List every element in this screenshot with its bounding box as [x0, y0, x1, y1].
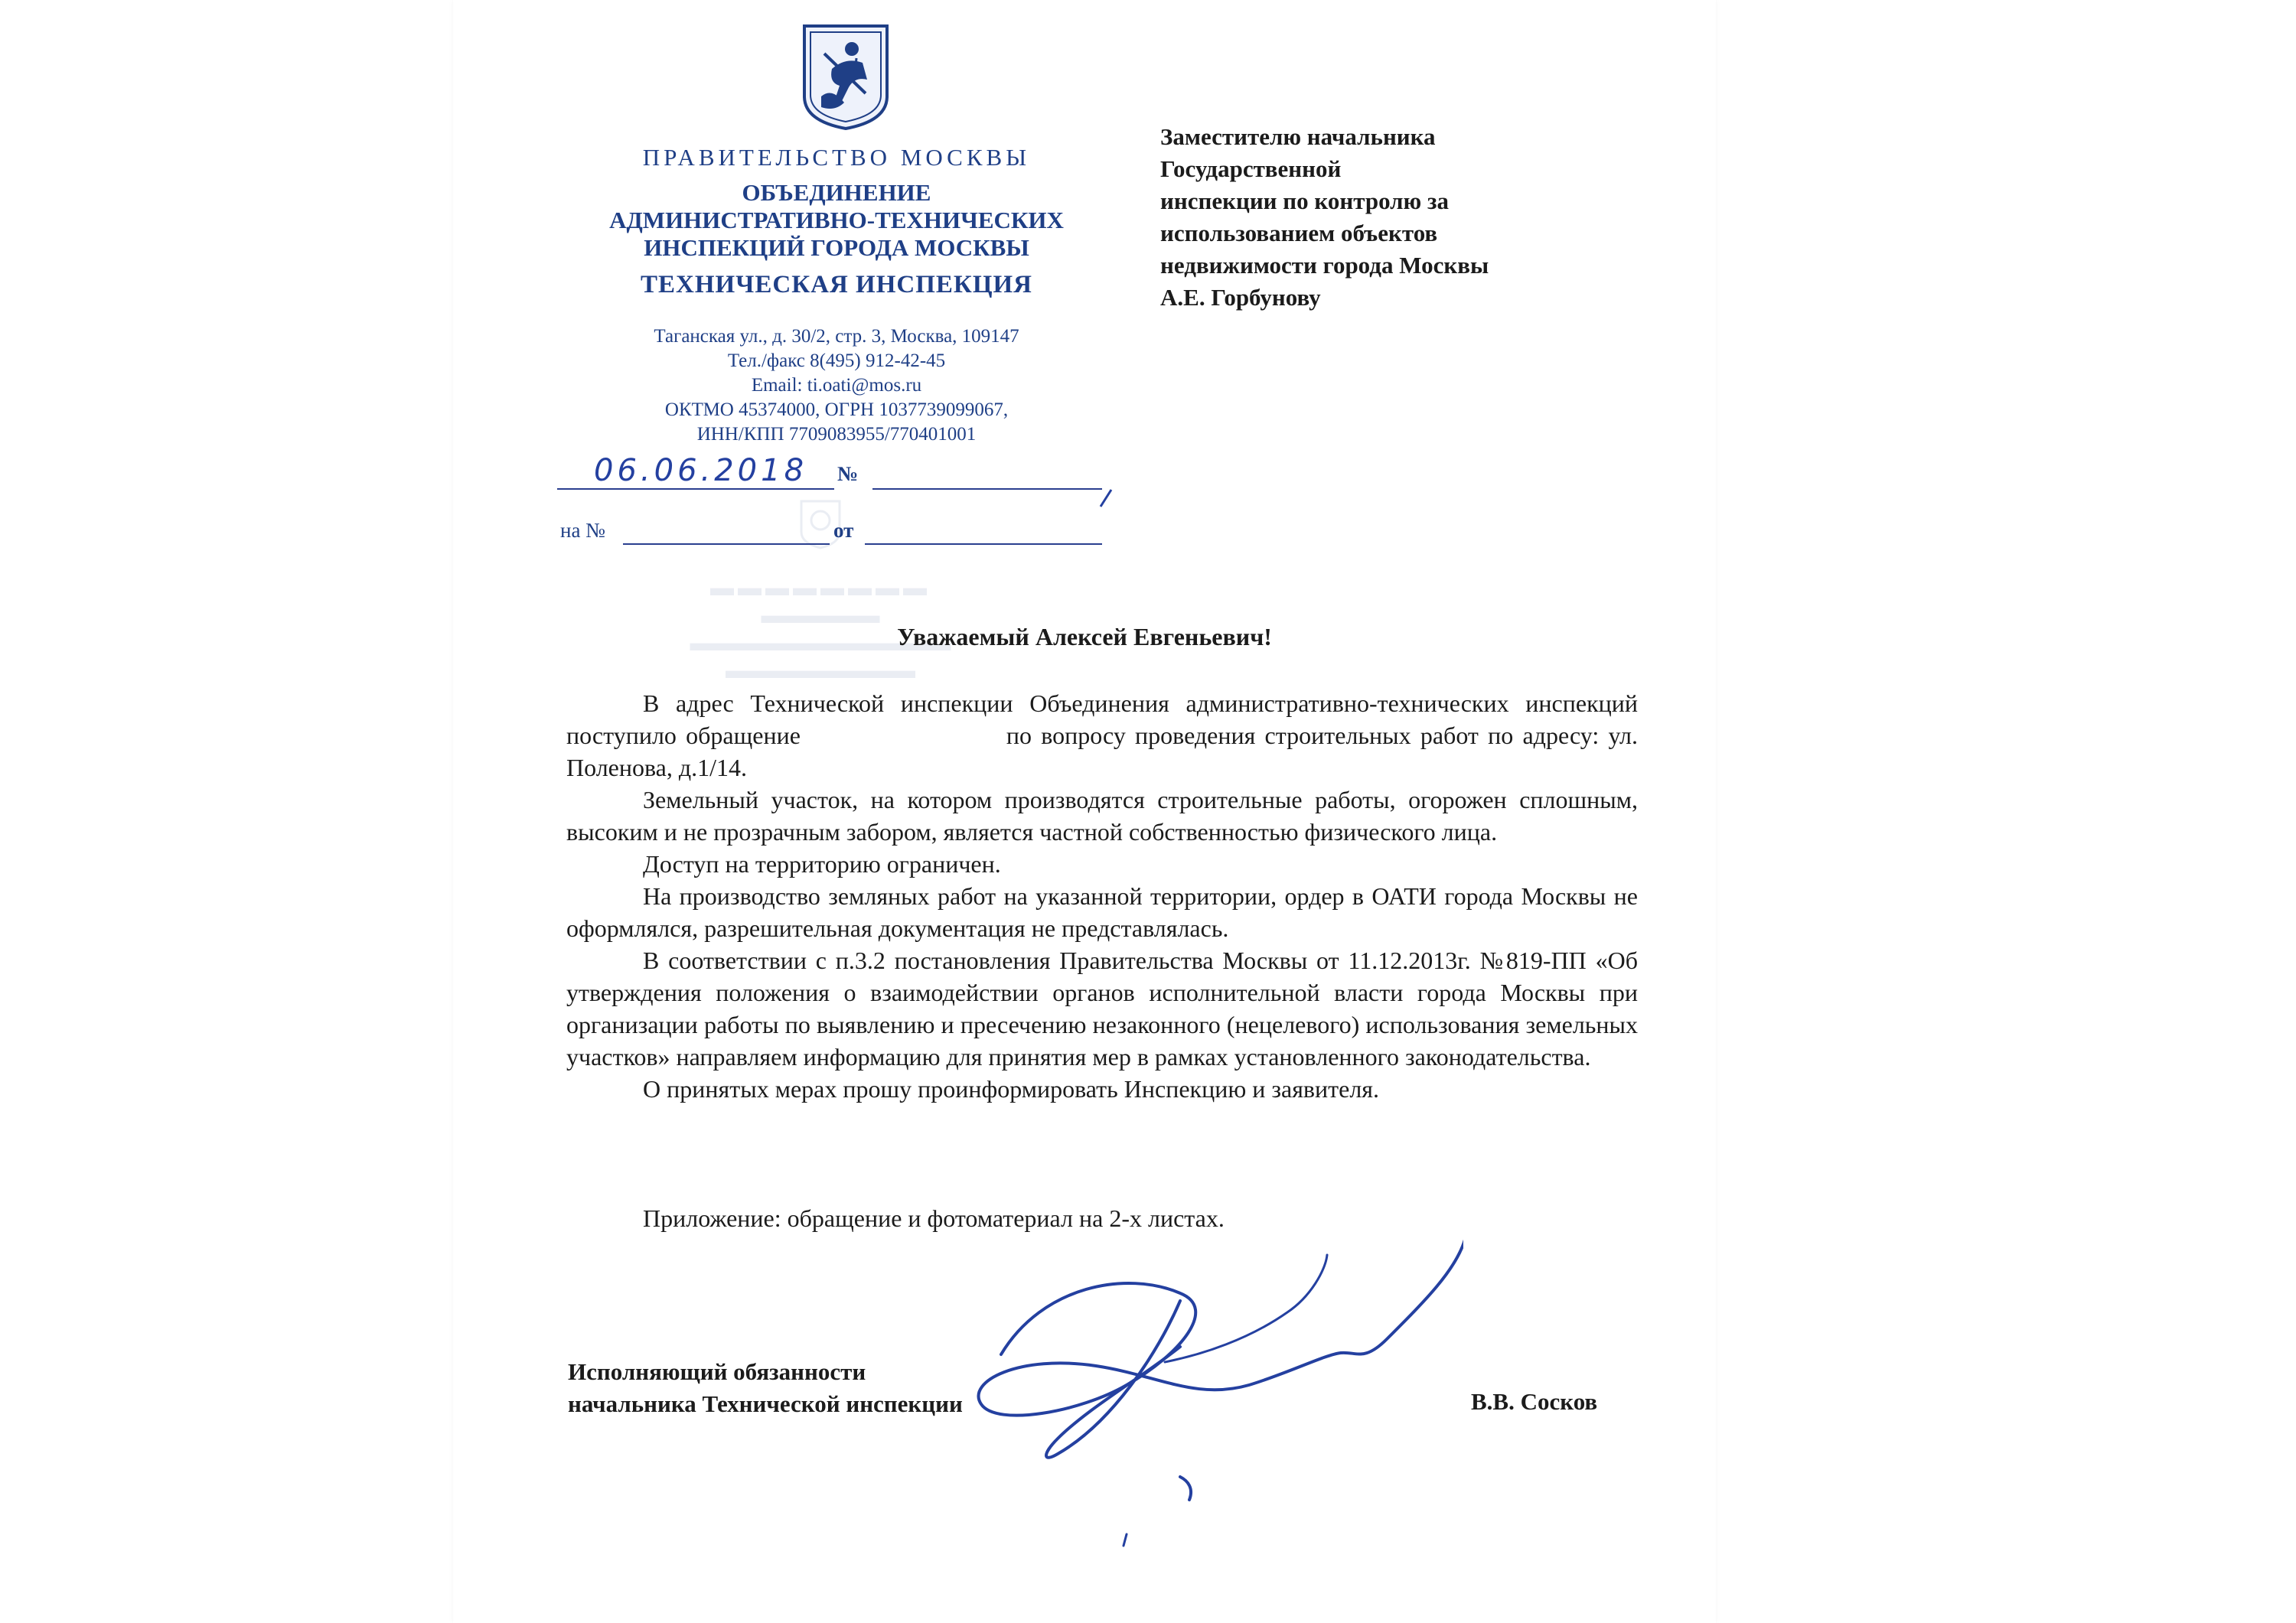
date-underline [557, 488, 834, 490]
addressee-line: недвижимости города Москвы [1160, 252, 1489, 279]
salutation: Уважаемый Алексей Евгеньевич! [897, 623, 1272, 650]
contact-inn: ИНН/КПП 7709083955/770401001 [696, 424, 977, 445]
union-name-line: ИНСПЕКЦИЙ ГОРОДА МОСКВЫ [644, 234, 1029, 261]
union-name-line: ОБЪЕДИНЕНИЕ [742, 179, 931, 206]
contact-email: Email: ti.oati@mos.ru [751, 375, 922, 396]
body-paragraph: Земельный участок, на котором производятся строительные работы, огорожен сплошным, высоким и не прозрачным забором, является частной собственностью физического лица. [566, 786, 1638, 846]
pen-stroke-mark [1094, 487, 1117, 510]
attachment-note: Приложение: обращение и фотоматериал на 2-х листах. [643, 1204, 1225, 1232]
signatory-title-line: начальника Технической инспекции [568, 1390, 963, 1417]
addressee-block [1160, 121, 1619, 314]
signatory-title [568, 1356, 963, 1420]
reference-number-label: на № [560, 519, 605, 542]
signatory-name: В.В. Сосков [1471, 1388, 1598, 1415]
handwritten-signature [928, 1224, 1463, 1561]
bleed-through-watermark: ▬▬▬▬▬▬▬▬ ▬▬▬▬▬ ▬▬▬▬▬▬▬▬▬▬▬ ▬▬▬▬▬▬▬▬ [553, 497, 1088, 1492]
body-paragraph: Доступ на территорию ограничен. [643, 850, 1001, 878]
contact-address: Таганская ул., д. 30/2, стр. 3, Москва, 109147 [654, 326, 1019, 347]
government-name: ПРАВИТЕЛЬСТВО МОСКВЫ [642, 144, 1031, 171]
addressee-line: Заместителю начальника [1160, 123, 1436, 150]
inspection-name: ТЕХНИЧЕСКАЯ ИНСПЕКЦИЯ [640, 271, 1033, 298]
addressee-line: использованием объектов [1160, 220, 1438, 246]
body-paragraph: В адрес Технической инспекции Объединения административно-технических инспекций поступило обращение по вопросу проведения строительных работ по адресу: ул. Поленова, д.1/14. [566, 689, 1644, 781]
body-paragraph: В соответствии с п.3.2 постановления Правительства Москвы от 11.12.2013г. №819-ПП «Об утверждения положения о взаимодействии органов исполнительной власти города Москвы при организации работы по выявлению и пресечению незаконного (нецелевого) использования земельных участков» направляем информацию для принятия мер в рамках установленного законодательства. [566, 947, 1638, 1071]
addressee-line: Государственной [1160, 155, 1342, 182]
contact-block [453, 324, 1220, 447]
reference-underline [623, 543, 830, 545]
addressee-line: инспекции по контролю за [1160, 187, 1449, 214]
moscow-coat-of-arms-icon [801, 23, 890, 130]
letter-body [566, 687, 1644, 1105]
addressee-line: А.Е. Горбунову [1160, 284, 1321, 311]
letter-page [453, 0, 1716, 1623]
handwritten-date: 06.06.2018 [594, 453, 808, 488]
number-label: № [837, 462, 859, 485]
union-name [453, 179, 1220, 262]
signatory-title-line: Исполняющий обязанности [568, 1358, 866, 1385]
contact-oktmo: ОКТМО 45374000, ОГРН 1037739099067, [664, 399, 1009, 420]
number-underline [872, 488, 1102, 490]
body-paragraph: О принятых мерах прошу проинформировать Инспекцию и заявителя. [643, 1075, 1380, 1103]
body-paragraph: На производство земляных работ на указанной территории, ордер в ОАТИ города Москвы не оформлялся, разрешительная документация не представлялась. [566, 882, 1638, 942]
contact-phone: Тел./факс 8(495) 912-42-45 [727, 350, 946, 371]
union-name-line: АДМИНИСТРАТИВНО-ТЕХНИЧЕСКИХ [609, 207, 1064, 233]
reference-date-label: от [833, 519, 854, 542]
reference-date-underline [865, 543, 1102, 545]
